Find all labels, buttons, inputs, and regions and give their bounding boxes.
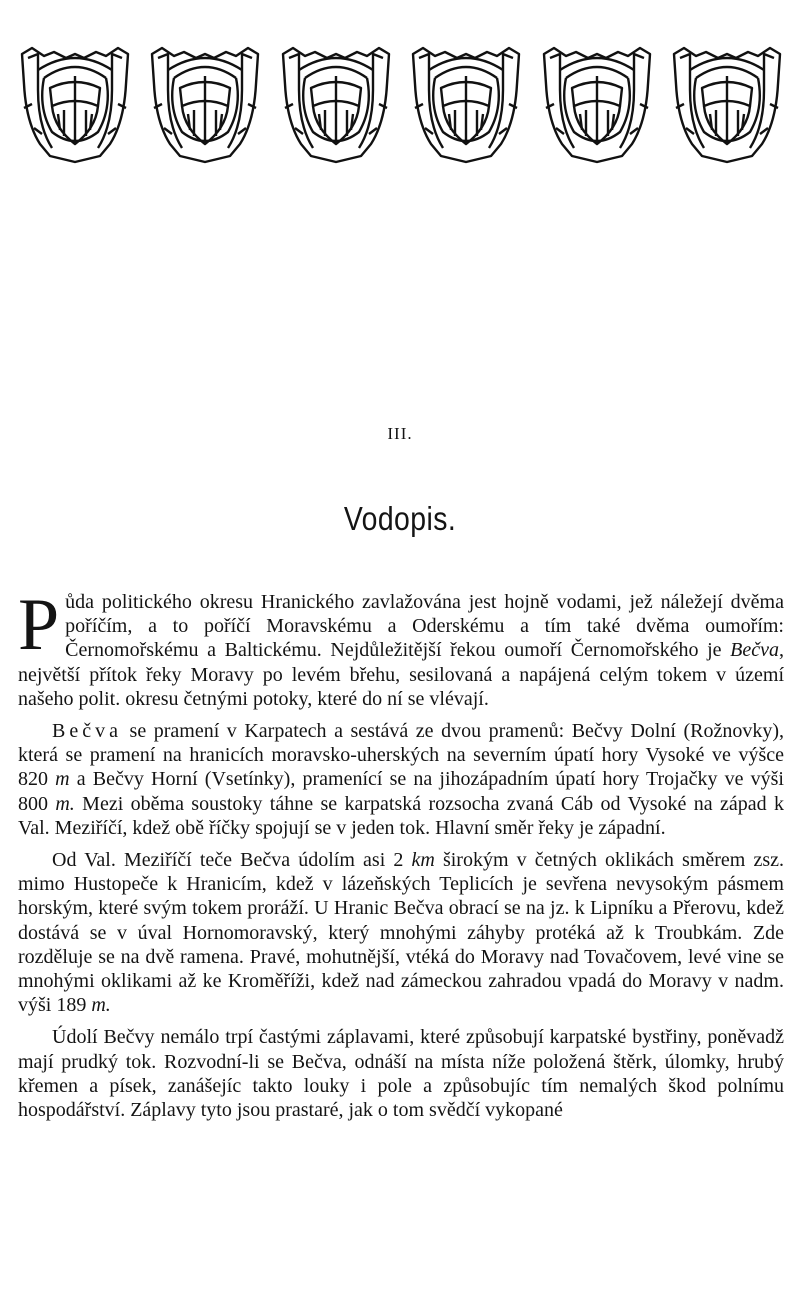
paragraph xyxy=(18,719,784,840)
paragraph xyxy=(18,584,784,711)
beetle-ornament-icon xyxy=(405,44,527,164)
text-span: Od Val. Meziříčí teče Bečva údolím asi xyxy=(52,849,394,872)
beetle-ornament-icon xyxy=(666,44,788,164)
number: 189 xyxy=(56,994,87,1017)
beetle-ornament-icon xyxy=(536,44,658,164)
number: 2 xyxy=(393,849,404,872)
text-span: ůda politického okresu Hranického zavlažována jest hojně vodami, jež náležejí dvěma poříčím, a to poříčí Moravskému a Oderskému a tím také dvěma oumořím: Černomořskému a Baltickému. Nejdůležitější řekou oumoří Černomořského je xyxy=(65,591,784,662)
text-span: , největší přítok řeky Moravy po levém břehu, sesilovaná a napájená celým tokem v území našeho polit. okresu četnými potoky, které do ní se vlévají. xyxy=(18,639,784,710)
spaced-river-name: Bečva xyxy=(52,720,122,743)
beetle-ornament-icon xyxy=(275,44,397,164)
body-text xyxy=(18,584,785,1130)
text-span: širokým v četných oklikách směrem zsz. mimo Hustopeče k Hranicím, kdež v lázeňských Teplicích je sevřena nevysokým pásmem horským, které svým tokem proráží. U Hranic Bečva obrací se na jz. k Lipníku a Přerovu, kdež dostává se v úval Hornomoravský, který mnohými záhyby protéká až k Troubkám. Zde rozděluje se na dvě ramena. Pravé, mohutnější, vtéká do Moravy nad Tovačovem, levé vine se mnohými oklikami až ke Kroměříži, kdež nad zámeckou zahradou vpadá do Moravy v nadm. výši xyxy=(18,849,785,1017)
text-span: se pramení v Karpatech a sestává ze dvou pramenů: Bečvy Dolní (Rožnovky), která se pramení na hranicích moravsko-uherských na severním úpatí hory Vysoké ve výšce xyxy=(18,720,784,767)
text-span: a Bečvy Horní (Vsetínky), pramenící se na jihozápadním úpatí hory Trojačky ve výši xyxy=(69,768,784,791)
chapter-number: III. xyxy=(387,424,413,443)
emphasis-river-name: Bečva xyxy=(730,639,779,662)
paragraph xyxy=(18,848,784,1017)
header-ornament-row xyxy=(14,44,788,164)
chapter-title: Vodopis. xyxy=(343,500,457,537)
paragraph xyxy=(18,1025,784,1122)
number: 800 xyxy=(18,792,48,815)
number: 820 xyxy=(18,768,48,791)
drop-cap: P xyxy=(18,584,60,666)
unit: m. xyxy=(48,792,75,815)
beetle-ornament-icon xyxy=(14,44,136,164)
text-span: Mezi oběma soustoky táhne se karpatská rozsocha zvaná Cáb od Vysoké na západ k Val. Meziříčí, kdež obě říčky spojují se v jeden tok. Hlavní směr řeky je západní. xyxy=(18,792,784,839)
beetle-ornament-icon xyxy=(144,44,266,164)
unit: m xyxy=(48,768,70,791)
unit: km xyxy=(403,849,435,872)
unit: m. xyxy=(86,994,111,1017)
text-span: Údolí Bečvy nemálo trpí častými záplavami, které způsobují karpatské bystřiny, poněvadž mají prudký tok. Rozvodní-li se Bečva, odnáší na místa níže položená štěrk, úlomky, hrubý křemen a písek, zanášejíc takto louky i pole a způsobujíc tím nemalých škod polnímu hospodářství. Záplavy tyto jsou prastaré, jak o tom svědčí vykopané xyxy=(18,1026,784,1122)
